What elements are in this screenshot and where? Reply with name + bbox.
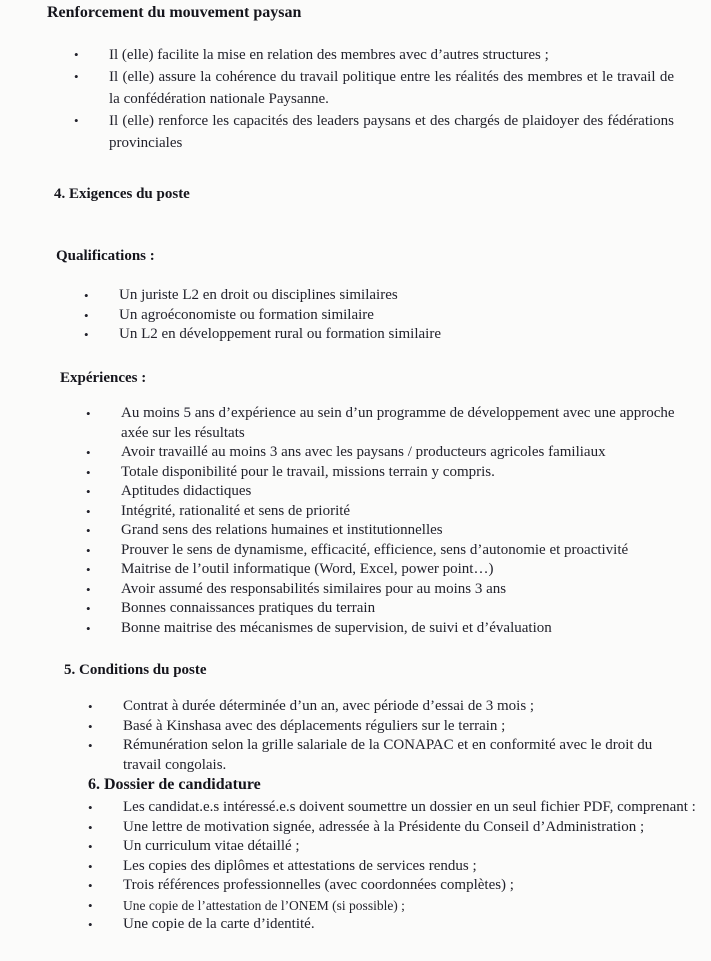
bullet-icon: •: [74, 47, 79, 62]
list-item: • Avoir travaillé au moins 3 ans avec les paysans / producteurs agricoles familiaux: [84, 443, 684, 463]
bullet-icon: •: [86, 523, 91, 538]
list-item: • Bonne maitrise des mécanismes de supervision, de suivi et d’évaluation: [84, 619, 684, 639]
list-item: • Les candidat.e.s intéressé.e.s doivent soumettre un dossier en un seul fichier PDF, comprenant :: [86, 798, 696, 818]
list-item: • Aptitudes didactiques: [84, 482, 684, 502]
list-item: • Un L2 en développement rural ou formation similaire: [82, 325, 642, 345]
list-item: • Au moins 5 ans d’expérience au sein d’un programme de développement avec une approche axée sur les résultats: [86, 405, 675, 441]
bullet-icon: •: [86, 562, 91, 577]
bullet-icon: •: [84, 288, 89, 303]
list-item: • Totale disponibilité pour le travail, missions terrain y compris.: [84, 463, 684, 483]
bullet-icon: •: [86, 620, 91, 636]
intro-list: [72, 44, 674, 154]
list-item: • Grand sens des relations humaines et institutionnelles: [84, 521, 684, 541]
bullet-icon: •: [88, 897, 93, 913]
list-item: • Rémunération selon la grille salariale de la CONAPAC et en conformité avec le droit du travail congolais.: [88, 737, 653, 773]
list-item: • Une lettre de motivation signée, adressée à la Présidente du Conseil d’Administration ;: [86, 818, 696, 838]
qualifications-list: [82, 286, 642, 345]
bullet-icon: •: [86, 503, 91, 519]
conditions-list: [86, 697, 686, 775]
list-item: • Avoir assumé des responsabilités similaires pour au moins 3 ans: [84, 580, 684, 600]
bullet-icon: •: [74, 113, 79, 128]
bullet-icon: •: [74, 69, 79, 84]
section-6-title: 6. Dossier de candidature: [88, 776, 261, 793]
list-item: • Contrat à durée déterminée d’un an, avec période d’essai de 3 mois ;: [86, 697, 686, 717]
list-item: • Il (elle) facilite la mise en relation des membres avec d’autres structures ;: [72, 44, 674, 66]
bullet-icon: •: [88, 800, 93, 815]
list-item: • Maitrise de l’outil informatique (Word, Excel, power point…): [84, 560, 684, 580]
list-item: • Il (elle) renforce les capacités des leaders paysans et des chargés de plaidoyer des fédérations provinciales: [72, 110, 674, 154]
list-item: • Une copie de l’attestation de l’ONEM (si possible) ;: [86, 896, 696, 916]
list-item: • Les copies des diplômes et attestations de services rendus ;: [86, 857, 696, 877]
bullet-icon: •: [86, 445, 91, 460]
bullet-icon: •: [84, 307, 89, 323]
section-5-title: 5. Conditions du poste: [64, 662, 207, 678]
list-item: • Un agroéconomiste ou formation similaire: [82, 306, 642, 326]
bullet-icon: •: [88, 699, 93, 714]
bullet-icon: •: [88, 917, 93, 932]
list-item: • Trois références professionnelles (avec coordonnées complètes) ;: [86, 876, 696, 896]
list-item: • Prouver le sens de dynamisme, efficacité, efficience, sens d’autonomie et proactivité: [84, 541, 684, 561]
experiences-list: [84, 404, 684, 638]
application-list: [86, 798, 696, 935]
bullet-icon: •: [88, 738, 93, 753]
bullet-icon: •: [86, 484, 91, 499]
bullet-icon: •: [84, 327, 89, 342]
list-item: • Une copie de la carte d’identité.: [86, 915, 696, 935]
bullet-icon: •: [86, 406, 91, 421]
bullet-icon: •: [88, 718, 93, 734]
list-item: • Bonnes connaissances pratiques du terrain: [84, 599, 684, 619]
bullet-icon: •: [86, 581, 91, 597]
bullet-icon: •: [86, 601, 91, 616]
bullet-icon: •: [88, 839, 93, 854]
list-item: • Basé à Kinshasa avec des déplacements réguliers sur le terrain ;: [86, 717, 686, 737]
qualifications-title: Qualifications :: [56, 248, 155, 264]
list-item: • Un curriculum vitae détaillé ;: [86, 837, 696, 857]
bullet-icon: •: [86, 542, 91, 558]
intro-heading: Renforcement du mouvement paysan: [47, 4, 302, 21]
bullet-icon: •: [88, 819, 93, 835]
list-item: • Il (elle) assure la cohérence du travail politique entre les réalités des membres et le travail de la confédération nationale Paysanne.: [72, 66, 674, 110]
bullet-icon: •: [88, 878, 93, 893]
list-item: • Un juriste L2 en droit ou disciplines similaires: [82, 286, 642, 306]
section-4-title: 4. Exigences du poste: [54, 186, 190, 202]
bullet-icon: •: [86, 464, 91, 480]
list-item: • Intégrité, rationalité et sens de priorité: [84, 502, 684, 522]
experiences-title: Expériences :: [60, 370, 147, 386]
bullet-icon: •: [88, 858, 93, 874]
